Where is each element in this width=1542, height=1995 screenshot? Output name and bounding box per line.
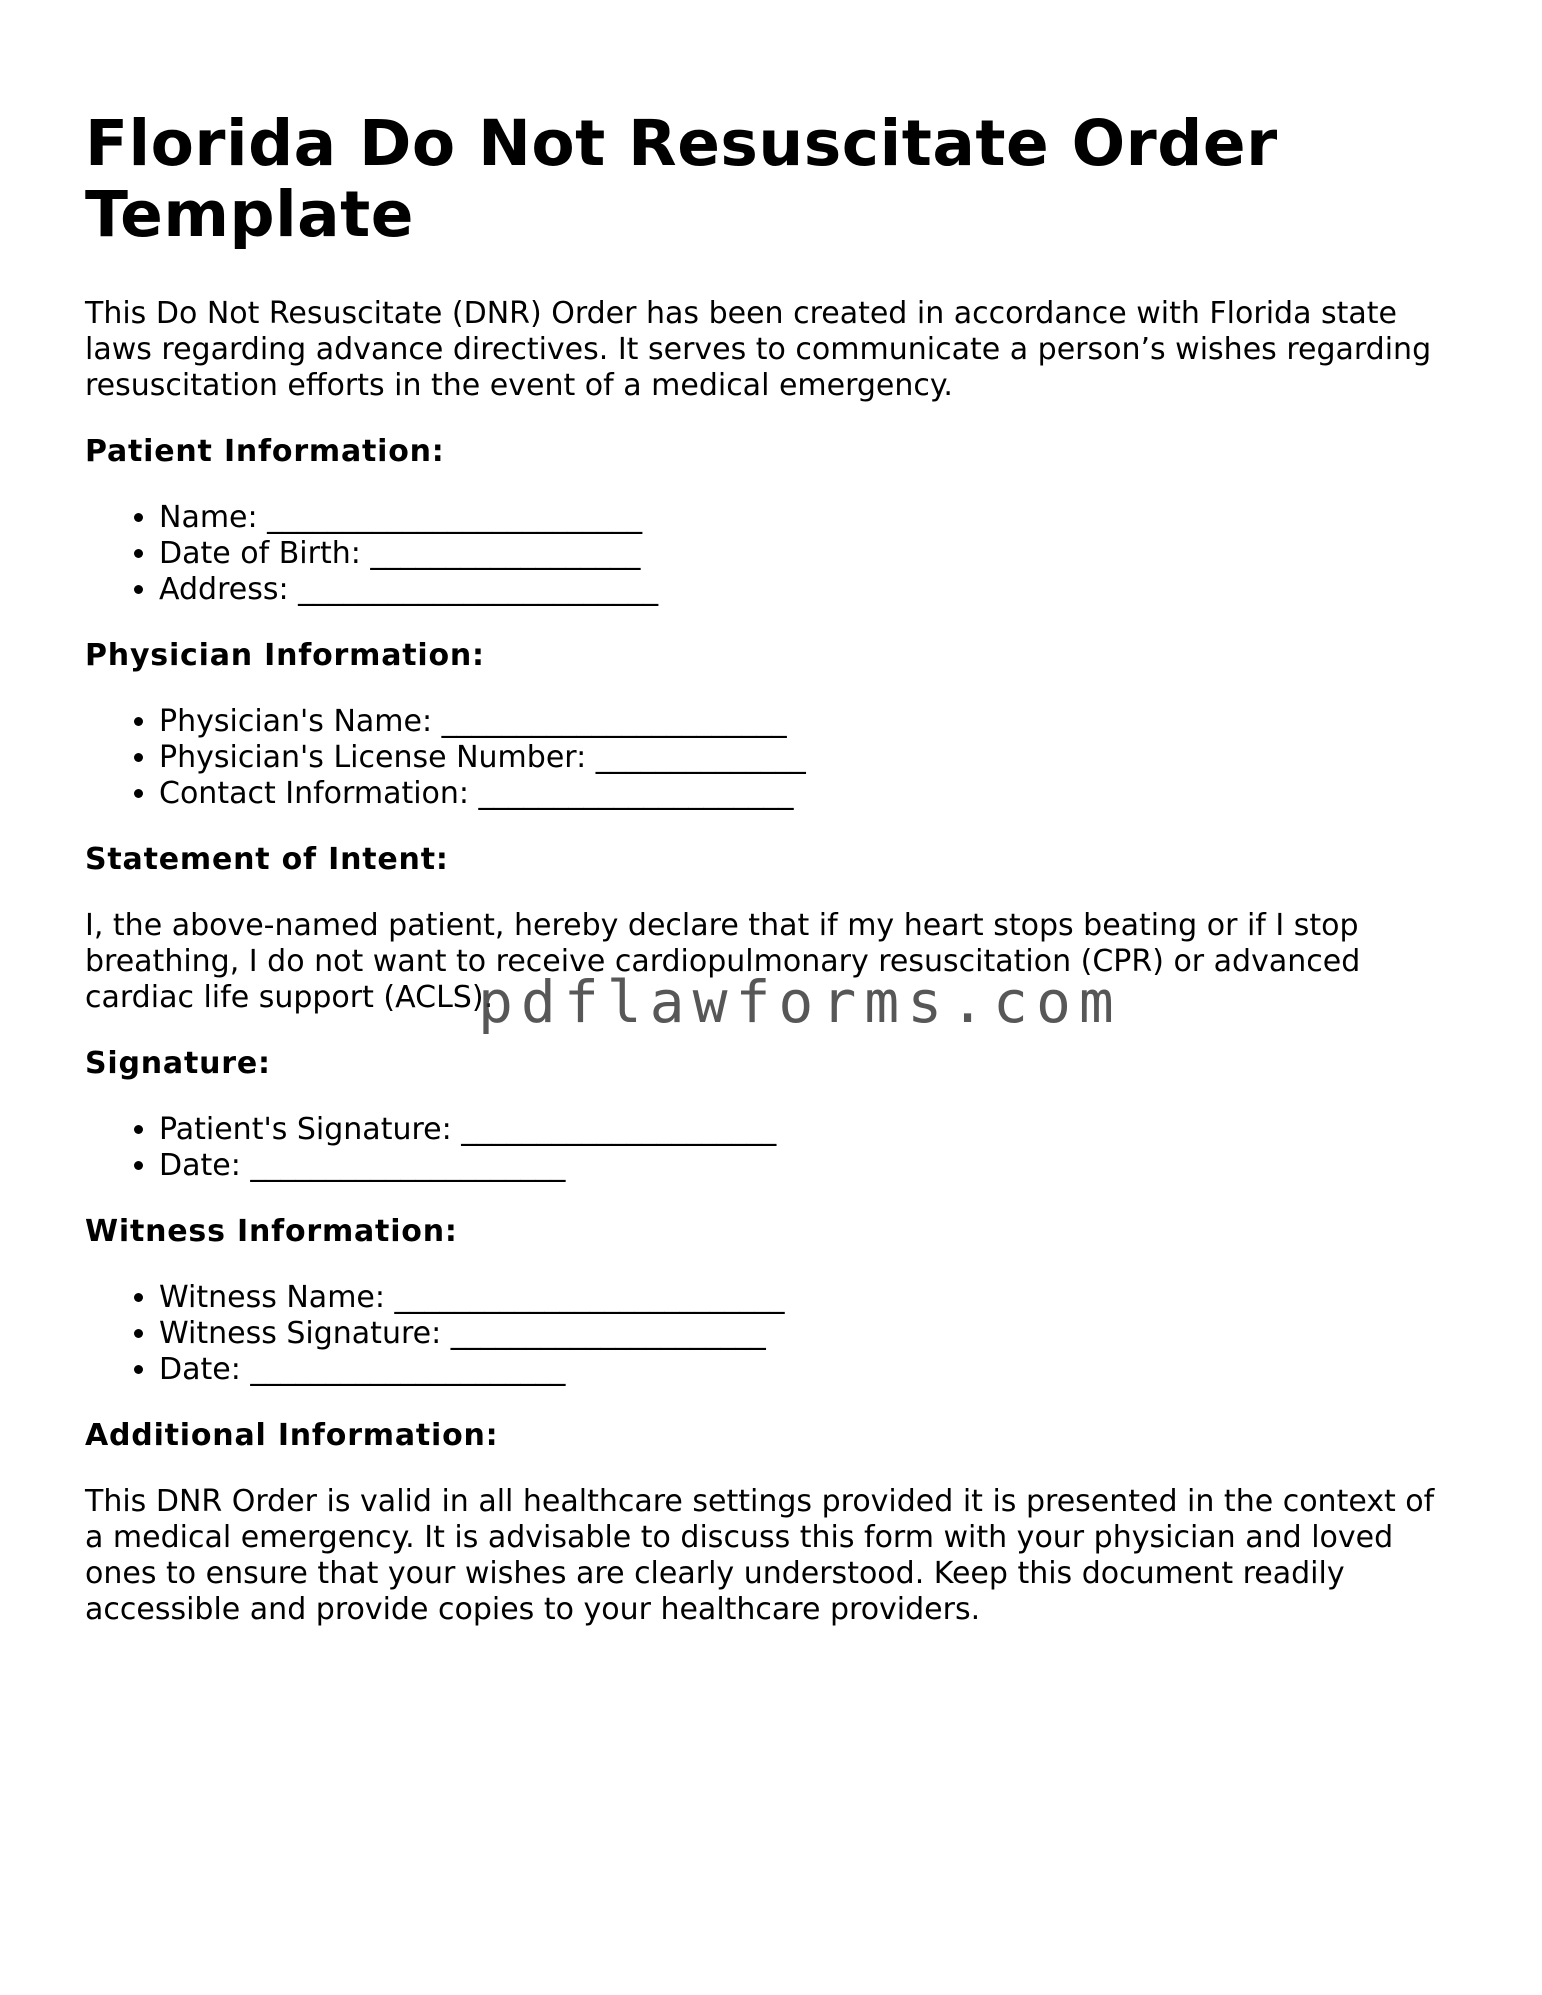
physician-contact-field: • Contact Information: _____________________ xyxy=(159,776,1455,812)
signature-list xyxy=(85,1112,1455,1184)
watermark: pdflawforms.com xyxy=(478,968,1122,1036)
signature-date-field: • Date: _____________________ xyxy=(159,1148,1455,1184)
witness-info-heading: Witness Information: xyxy=(85,1214,458,1249)
patient-name-field: • Name: _________________________ xyxy=(159,500,1455,536)
intro-paragraph: This Do Not Resuscitate (DNR) Order has been created in accordance with Florida state laws regarding advance directives. It serves to communicate a person’s wishes regarding resuscitation efforts in the event of a medical emergency. xyxy=(85,296,1432,403)
additional-info-heading: Additional Information: xyxy=(85,1418,499,1453)
patient-address-field: • Address: ________________________ xyxy=(159,572,1455,608)
intent-heading: Statement of Intent: xyxy=(85,842,449,877)
physician-name-field: • Physician's Name: _______________________ xyxy=(159,704,1455,740)
physician-info-list xyxy=(85,704,1455,812)
patient-info-list xyxy=(85,500,1455,608)
patient-dob-field: • Date of Birth: __________________ xyxy=(159,536,1455,572)
patient-info-heading: Patient Information: xyxy=(85,434,445,469)
witness-info-list xyxy=(85,1280,1455,1388)
page-title: Florida Do Not Resuscitate Order Template xyxy=(85,107,1278,251)
additional-info-paragraph: This DNR Order is valid in all healthcare settings provided it is presented in the context of a medical emergency. It is advisable to discuss this form with your physician and loved ones to ensure that your wishes are clearly understood. Keep this document readily accessible and provide copies to your healthcare providers. xyxy=(85,1484,1435,1627)
document-page xyxy=(85,108,1455,1658)
physician-info-heading: Physician Information: xyxy=(85,638,485,673)
intent-paragraph: I, the above-named patient, hereby declare that if my heart stops beating or if I stop breathing, I do not want to receive cardiopulmonary resuscitation (CPR) or advanced cardiac life support (ACLS). xyxy=(85,908,1361,1015)
witness-name-field: • Witness Name: __________________________ xyxy=(159,1280,1455,1316)
physician-license-field: • Physician's License Number: ______________ xyxy=(159,740,1455,776)
witness-signature-field: • Witness Signature: _____________________ xyxy=(159,1316,1455,1352)
patient-signature-field: • Patient's Signature: _____________________ xyxy=(159,1112,1455,1148)
signature-heading: Signature: xyxy=(85,1046,271,1081)
witness-date-field: • Date: _____________________ xyxy=(159,1352,1455,1388)
